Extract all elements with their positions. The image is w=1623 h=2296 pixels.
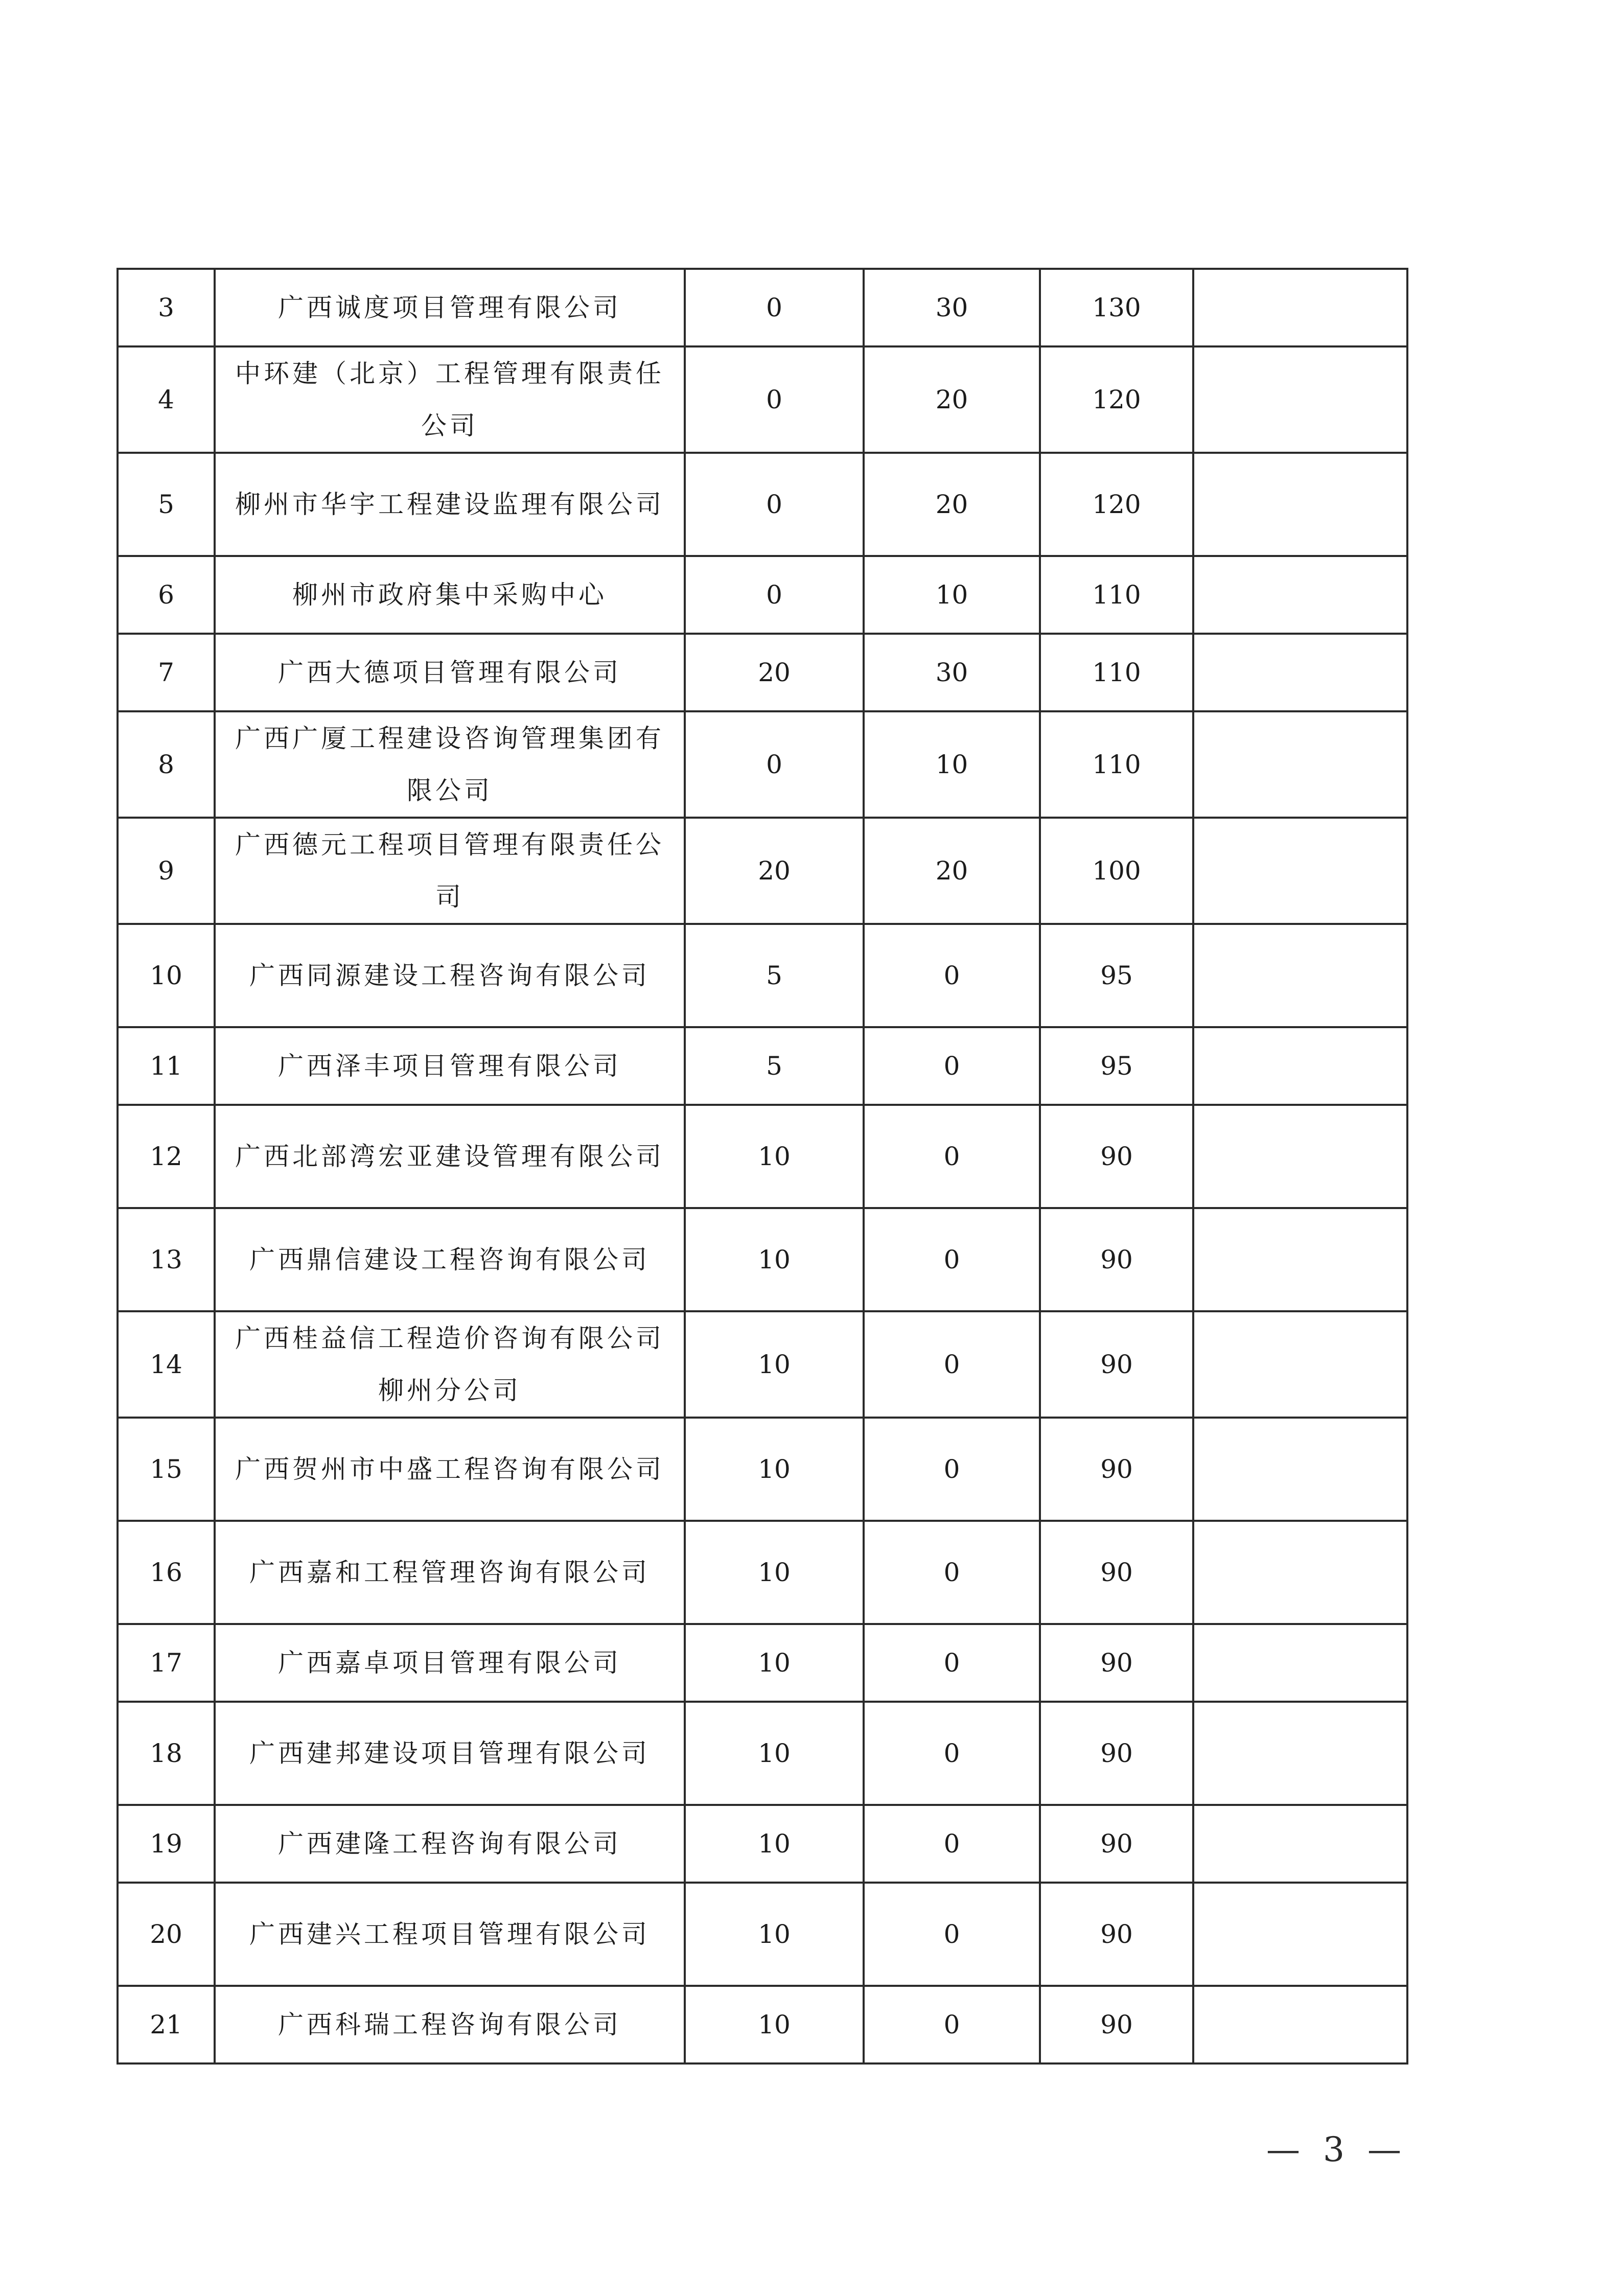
table-row: [118, 1208, 1407, 1311]
total-score-cell: 110: [1040, 556, 1193, 634]
table-row: [118, 1883, 1407, 1986]
total-score-cell: 90: [1040, 1418, 1193, 1521]
score-2-cell: 20: [864, 453, 1040, 556]
row-number-cell: 14: [118, 1311, 215, 1418]
table-row: [118, 1105, 1407, 1208]
table-row: [118, 346, 1407, 453]
score-2-cell: 20: [864, 818, 1040, 924]
row-number-cell: 15: [118, 1418, 215, 1521]
company-name-cell: 广西建兴工程项目管理有限公司: [215, 1883, 685, 1986]
score-2-cell: 30: [864, 634, 1040, 711]
score-2-cell: 0: [864, 1105, 1040, 1208]
table-row: [118, 818, 1407, 924]
remark-cell: [1193, 1105, 1407, 1208]
table-row: [118, 1805, 1407, 1883]
remark-cell: [1193, 453, 1407, 556]
table-row: [118, 453, 1407, 556]
score-2-cell: 20: [864, 346, 1040, 453]
remark-cell: [1193, 269, 1407, 346]
company-name-cell: 广西建隆工程咨询有限公司: [215, 1805, 685, 1883]
row-number-cell: 19: [118, 1805, 215, 1883]
score-1-cell: 10: [685, 1624, 864, 1702]
row-number-cell: 21: [118, 1986, 215, 2063]
score-1-cell: 10: [685, 1883, 864, 1986]
table-row: [118, 1311, 1407, 1418]
total-score-cell: 90: [1040, 1805, 1193, 1883]
remark-cell: [1193, 1702, 1407, 1805]
score-1-cell: 10: [685, 1702, 864, 1805]
score-1-cell: 0: [685, 346, 864, 453]
company-name-cell: 广西嘉卓项目管理有限公司: [215, 1624, 685, 1702]
company-name-cell: 广西科瑞工程咨询有限公司: [215, 1986, 685, 2063]
table-row: [118, 1418, 1407, 1521]
row-number-cell: 8: [118, 711, 215, 818]
score-1-cell: 0: [685, 711, 864, 818]
row-number-cell: 11: [118, 1027, 215, 1105]
row-number-cell: 20: [118, 1883, 215, 1986]
total-score-cell: 90: [1040, 1624, 1193, 1702]
remark-cell: [1193, 1418, 1407, 1521]
remark-cell: [1193, 1883, 1407, 1986]
row-number-cell: 5: [118, 453, 215, 556]
remark-cell: [1193, 711, 1407, 818]
row-number-cell: 18: [118, 1702, 215, 1805]
company-name-cell: 广西德元工程项目管理有限责任公司: [215, 818, 685, 924]
company-name-cell: 柳州市华宇工程建设监理有限公司: [215, 453, 685, 556]
remark-cell: [1193, 556, 1407, 634]
score-1-cell: 10: [685, 1986, 864, 2063]
score-2-cell: 0: [864, 1311, 1040, 1418]
score-2-cell: 10: [864, 711, 1040, 818]
remark-cell: [1193, 1521, 1407, 1624]
score-1-cell: 20: [685, 634, 864, 711]
company-name-cell: 广西北部湾宏亚建设管理有限公司: [215, 1105, 685, 1208]
company-name-cell: 广西诚度项目管理有限公司: [215, 269, 685, 346]
total-score-cell: 90: [1040, 1105, 1193, 1208]
remark-cell: [1193, 634, 1407, 711]
total-score-cell: 90: [1040, 1208, 1193, 1311]
table-row: [118, 1027, 1407, 1105]
score-2-cell: 10: [864, 556, 1040, 634]
company-name-cell: 柳州市政府集中采购中心: [215, 556, 685, 634]
total-score-cell: 110: [1040, 634, 1193, 711]
company-name-cell: 广西泽丰项目管理有限公司: [215, 1027, 685, 1105]
total-score-cell: 90: [1040, 1521, 1193, 1624]
score-1-cell: 10: [685, 1805, 864, 1883]
score-2-cell: 0: [864, 924, 1040, 1027]
table-row: [118, 556, 1407, 634]
score-2-cell: 0: [864, 1521, 1040, 1624]
remark-cell: [1193, 346, 1407, 453]
table-row: [118, 1986, 1407, 2063]
table-row: [118, 634, 1407, 711]
remark-cell: [1193, 1208, 1407, 1311]
row-number-cell: 6: [118, 556, 215, 634]
total-score-cell: 95: [1040, 924, 1193, 1027]
company-name-cell: 广西同源建设工程咨询有限公司: [215, 924, 685, 1027]
table-row: [118, 924, 1407, 1027]
remark-cell: [1193, 1986, 1407, 2063]
score-2-cell: 0: [864, 1418, 1040, 1521]
row-number-cell: 16: [118, 1521, 215, 1624]
score-1-cell: 10: [685, 1521, 864, 1624]
score-1-cell: 10: [685, 1208, 864, 1311]
remark-cell: [1193, 1624, 1407, 1702]
company-name-cell: 中环建（北京）工程管理有限责任公司: [215, 346, 685, 453]
total-score-cell: 100: [1040, 818, 1193, 924]
table-row: [118, 1624, 1407, 1702]
remark-cell: [1193, 1027, 1407, 1105]
score-table: [117, 268, 1408, 2065]
company-name-cell: 广西大德项目管理有限公司: [215, 634, 685, 711]
row-number-cell: 17: [118, 1624, 215, 1702]
score-1-cell: 0: [685, 453, 864, 556]
total-score-cell: 90: [1040, 1311, 1193, 1418]
row-number-cell: 7: [118, 634, 215, 711]
company-name-cell: 广西建邦建设项目管理有限公司: [215, 1702, 685, 1805]
company-name-cell: 广西贺州市中盛工程咨询有限公司: [215, 1418, 685, 1521]
table-row: [118, 1521, 1407, 1624]
score-table-body: [118, 269, 1407, 2063]
score-1-cell: 5: [685, 1027, 864, 1105]
remark-cell: [1193, 1805, 1407, 1883]
company-name-cell: 广西桂益信工程造价咨询有限公司柳州分公司: [215, 1311, 685, 1418]
total-score-cell: 95: [1040, 1027, 1193, 1105]
table-row: [118, 1702, 1407, 1805]
remark-cell: [1193, 1311, 1407, 1418]
table-row: [118, 711, 1407, 818]
total-score-cell: 90: [1040, 1702, 1193, 1805]
score-2-cell: 0: [864, 1027, 1040, 1105]
score-2-cell: 30: [864, 269, 1040, 346]
score-1-cell: 10: [685, 1311, 864, 1418]
total-score-cell: 120: [1040, 453, 1193, 556]
row-number-cell: 9: [118, 818, 215, 924]
score-2-cell: 0: [864, 1624, 1040, 1702]
score-2-cell: 0: [864, 1702, 1040, 1805]
row-number-cell: 10: [118, 924, 215, 1027]
page-number: — 3 —: [1266, 2130, 1407, 2169]
row-number-cell: 12: [118, 1105, 215, 1208]
total-score-cell: 90: [1040, 1986, 1193, 2063]
table-row: [118, 269, 1407, 346]
row-number-cell: 13: [118, 1208, 215, 1311]
total-score-cell: 120: [1040, 346, 1193, 453]
score-1-cell: 20: [685, 818, 864, 924]
total-score-cell: 110: [1040, 711, 1193, 818]
score-1-cell: 0: [685, 269, 864, 346]
company-name-cell: 广西鼎信建设工程咨询有限公司: [215, 1208, 685, 1311]
company-name-cell: 广西广厦工程建设咨询管理集团有限公司: [215, 711, 685, 818]
score-2-cell: 0: [864, 1805, 1040, 1883]
score-2-cell: 0: [864, 1986, 1040, 2063]
row-number-cell: 4: [118, 346, 215, 453]
score-1-cell: 5: [685, 924, 864, 1027]
total-score-cell: 130: [1040, 269, 1193, 346]
score-2-cell: 0: [864, 1883, 1040, 1986]
score-1-cell: 10: [685, 1418, 864, 1521]
remark-cell: [1193, 818, 1407, 924]
company-name-cell: 广西嘉和工程管理咨询有限公司: [215, 1521, 685, 1624]
row-number-cell: 3: [118, 269, 215, 346]
score-1-cell: 0: [685, 556, 864, 634]
total-score-cell: 90: [1040, 1883, 1193, 1986]
score-1-cell: 10: [685, 1105, 864, 1208]
remark-cell: [1193, 924, 1407, 1027]
score-2-cell: 0: [864, 1208, 1040, 1311]
